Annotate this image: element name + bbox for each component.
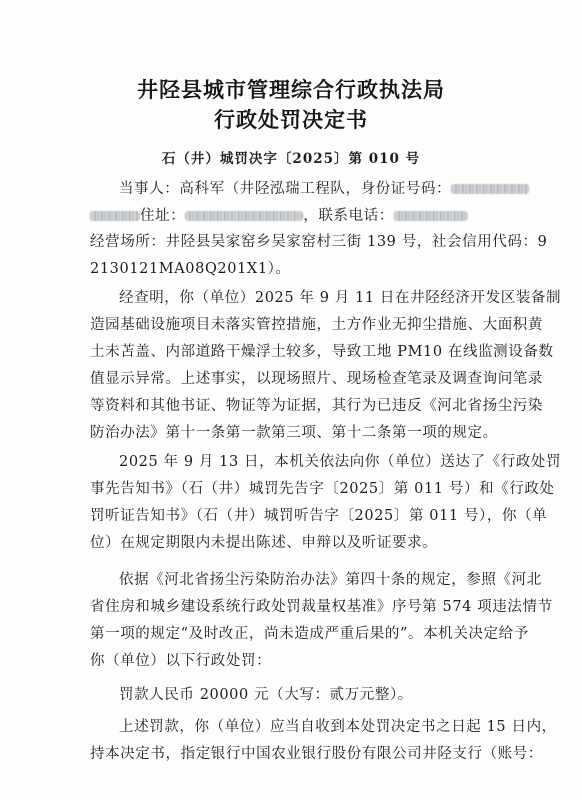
facts-line-1: 经查明，你（单位）2025 年 9 月 11 日在井陉经济开发区装备制 — [119, 290, 562, 306]
party-line-1 — [119, 180, 529, 198]
notice-line-3: 罚听证告知书》（石（井）城罚听告字〔2025〕第 011 号），你（单 — [90, 508, 548, 524]
facts-line-6: 防治办法》第十一条第一款第三项、第十二条第一项的规定。 — [90, 425, 498, 441]
party-line-2 — [90, 207, 468, 225]
phone-label: ，联系电话： — [303, 208, 394, 224]
basis-line-1: 依据《河北省扬尘污染防治办法》第四十条的规定，参照《河北 — [119, 572, 542, 588]
party-line-3: 经营场所：井陉县吴家窑乡吴家窑村三街 139 号，社会信用代码：9 — [90, 234, 548, 250]
party-line-4: 2130121MA08Q201X1）。 — [90, 261, 291, 277]
redacted-id-number-tail — [90, 211, 140, 221]
document-type-title: 行政处罚决定书 — [214, 108, 368, 132]
redacted-address — [185, 211, 303, 221]
payment-line-1: 上述罚款，你（单位）应当自收到本处罚决定书之日起 15 日内， — [119, 719, 557, 735]
facts-line-2: 造园基础设施项目未落实管控措施，土方作业无抑尘措施、大面积黄 — [90, 317, 543, 333]
address-label: 住址： — [140, 208, 186, 224]
agency-title: 井陉县城市管理综合行政执法局 — [137, 78, 445, 102]
notice-line-1: 2025 年 9 月 13 日，本机关依法向你（单位）送达了《行政处罚 — [119, 454, 562, 470]
notice-line-4: 位）在规定期限内未提出陈述、申辩以及听证要求。 — [90, 535, 438, 551]
facts-line-3: 土未苫盖、内部道路干燥浮土较多，导致工地 PM10 在线监测设备数 — [90, 344, 554, 360]
payment-line-2: 持本决定书，指定银行中国农业银行股份有限公司井陉支行（账号： — [90, 746, 543, 762]
basis-line-3: 第一项的规定“及时改正，尚未造成严重后果的”。本机关决定给予 — [90, 626, 529, 642]
basis-line-4: 你（单位）以下行政处罚： — [90, 653, 272, 669]
document-number: 石（井）城罚决字〔2025〕第 010 号 — [161, 151, 421, 167]
notice-line-2: 事先告知书》（石（井）城罚先告字〔2025〕第 011 号）和《行政处 — [90, 481, 555, 497]
facts-line-5: 等资料和其他书证、物证等为证据，其行为已违反《河北省扬尘污染 — [90, 398, 543, 414]
party-name-label: 当事人：高科军（井陉泓瑞工程队，身份证号码： — [119, 181, 452, 197]
redacted-id-number — [451, 184, 529, 194]
basis-line-2: 省住房和城乡建设系统行政处罚裁量权基准》序号第 574 项违法情节 — [90, 599, 553, 615]
facts-line-4: 值显示异常。上述事实，以现场照片、现场检查笔录及调查询问笔录 — [90, 371, 543, 387]
redacted-phone — [394, 211, 468, 221]
penalty-amount: 罚款人民币 20000 元（大写：贰万元整）。 — [119, 687, 413, 703]
